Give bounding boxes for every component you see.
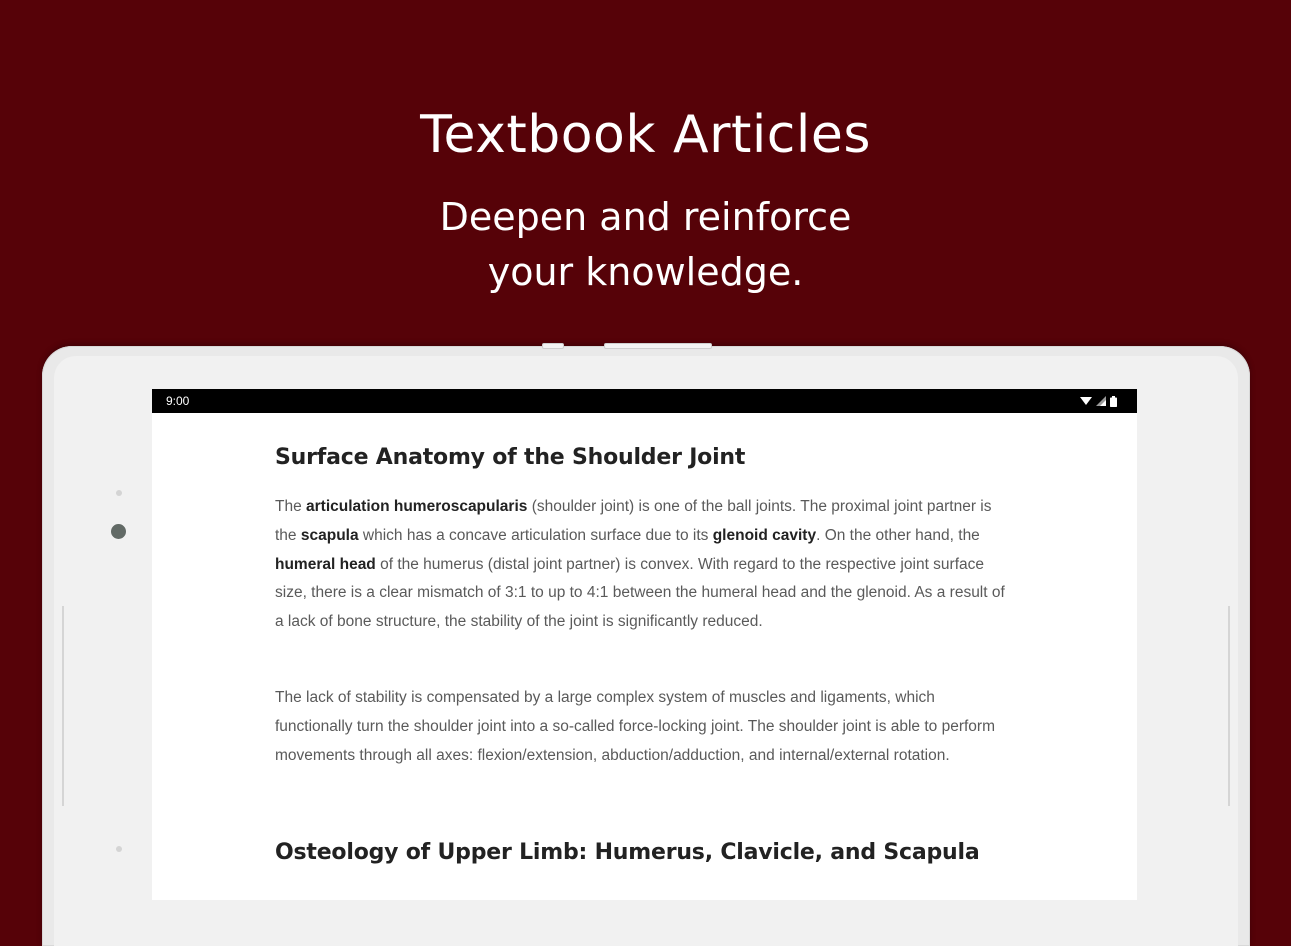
- front-camera-icon: [111, 524, 126, 539]
- promo-subtitle-line-1: Deepen and reinforce: [439, 195, 852, 239]
- signal-icon: [1096, 396, 1106, 406]
- term-bold: articulation humeroscapularis: [306, 498, 528, 515]
- tablet-edge-line: [62, 606, 64, 806]
- tablet-sensor: [116, 490, 122, 496]
- article-heading: Osteology of Upper Limb: Humerus, Clavicle, and Scapula: [275, 840, 980, 865]
- battery-icon: [1110, 396, 1117, 407]
- article-paragraph: The lack of stability is compensated by a large complex system of muscles and ligaments, which functionally turn the shoulder joint into a so-called force-locking joint. The shoulder joint is able to perform movements through all axes: flexion/extension, abduction/adduction, and internal/external rotation.: [275, 689, 995, 764]
- term-bold: humeral head: [275, 555, 376, 573]
- article-heading: Surface Anatomy of the Shoulder Joint: [275, 445, 746, 470]
- wifi-icon: [1080, 396, 1092, 406]
- tablet-edge-line: [1228, 606, 1230, 806]
- tablet-sensor: [116, 846, 122, 852]
- term-bold: glenoid cavity: [712, 526, 817, 544]
- term-bold: scapula: [300, 526, 359, 544]
- tablet-volume-button: [604, 343, 712, 349]
- tablet-screen: [152, 389, 1137, 900]
- status-time: 9:00: [166, 394, 190, 408]
- promo-title: Textbook Articles: [420, 105, 871, 165]
- status-icons: [1080, 394, 1117, 408]
- promo-subtitle-line-2: your knowledge.: [487, 250, 804, 294]
- article-paragraph: The articulation humeroscapularis (shoulder joint) is one of the ball joints. The proximal joint partner is the scapula which has a concave articulation surface due to its glenoid cavity. On the other hand, the humeral head of the humerus (distal joint partner) is convex. With regard to the respective joint surface size, there is a clear mismatch of 3:1 to up to 4:1 between the humeral head and the glenoid. As a result of a lack of bone structure, the stability of the joint is significantly reduced.: [275, 498, 1005, 631]
- tablet-power-button: [542, 343, 564, 349]
- status-bar: [152, 389, 1137, 413]
